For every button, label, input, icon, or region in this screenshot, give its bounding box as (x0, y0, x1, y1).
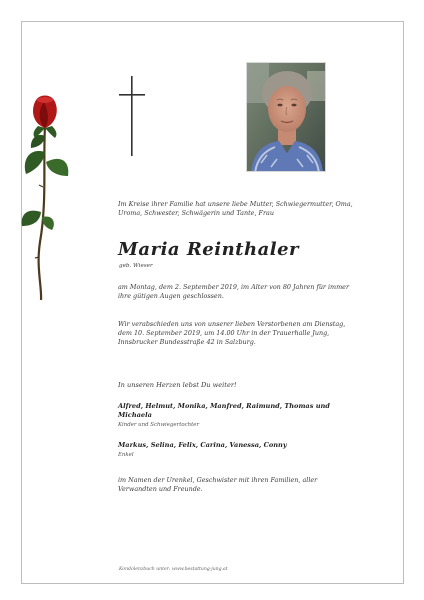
death-announcement: am Montag, dem 2. September 2019, im Alter von 80 Jahren für immer ihre gütigen Augen geschlossen. (118, 283, 350, 301)
mourners-role: Enkel (118, 452, 134, 458)
birth-name: geb. Wieser (119, 263, 153, 269)
funeral-details: Wir verabschieden uns von unserer lieben Verstorbenen am Dienstag, dem 10. September 2019, um 14.00 Uhr in der Trauerhalle Jung, Innsbrucker Bundesstraße 42 in Salzburg. (118, 320, 346, 347)
obituary-card (21, 21, 404, 584)
mourners-names: Alfred, Helmut, Monika, Manfred, Raimund, Thomas und Michaela (118, 402, 330, 420)
condolence-link[interactable]: Kondolenzbuch unter: www.bestattung-jung.at (119, 567, 228, 572)
motto-text: In unseren Herzen lebst Du weiter! (118, 381, 237, 389)
cross-icon (117, 76, 147, 156)
portrait-photo (246, 62, 326, 172)
rose-icon (18, 92, 74, 302)
intro-text: Im Kreise ihrer Familie hat unsere liebe Mutter, Schwiegermutter, Oma, Uroma, Schwester, Schwägerin und Tante, Frau (118, 200, 353, 218)
mourners-role: Kinder und Schwiegertochter (118, 422, 200, 428)
mourners-names: Markus, Selina, Felix, Carina, Vanessa, Conny (118, 441, 287, 449)
deceased-name: Maria Reinthaler (118, 239, 300, 260)
closing-text: im Namen der Urenkel, Geschwister mit ihren Familien, aller Verwandten und Freunde. (118, 476, 318, 494)
